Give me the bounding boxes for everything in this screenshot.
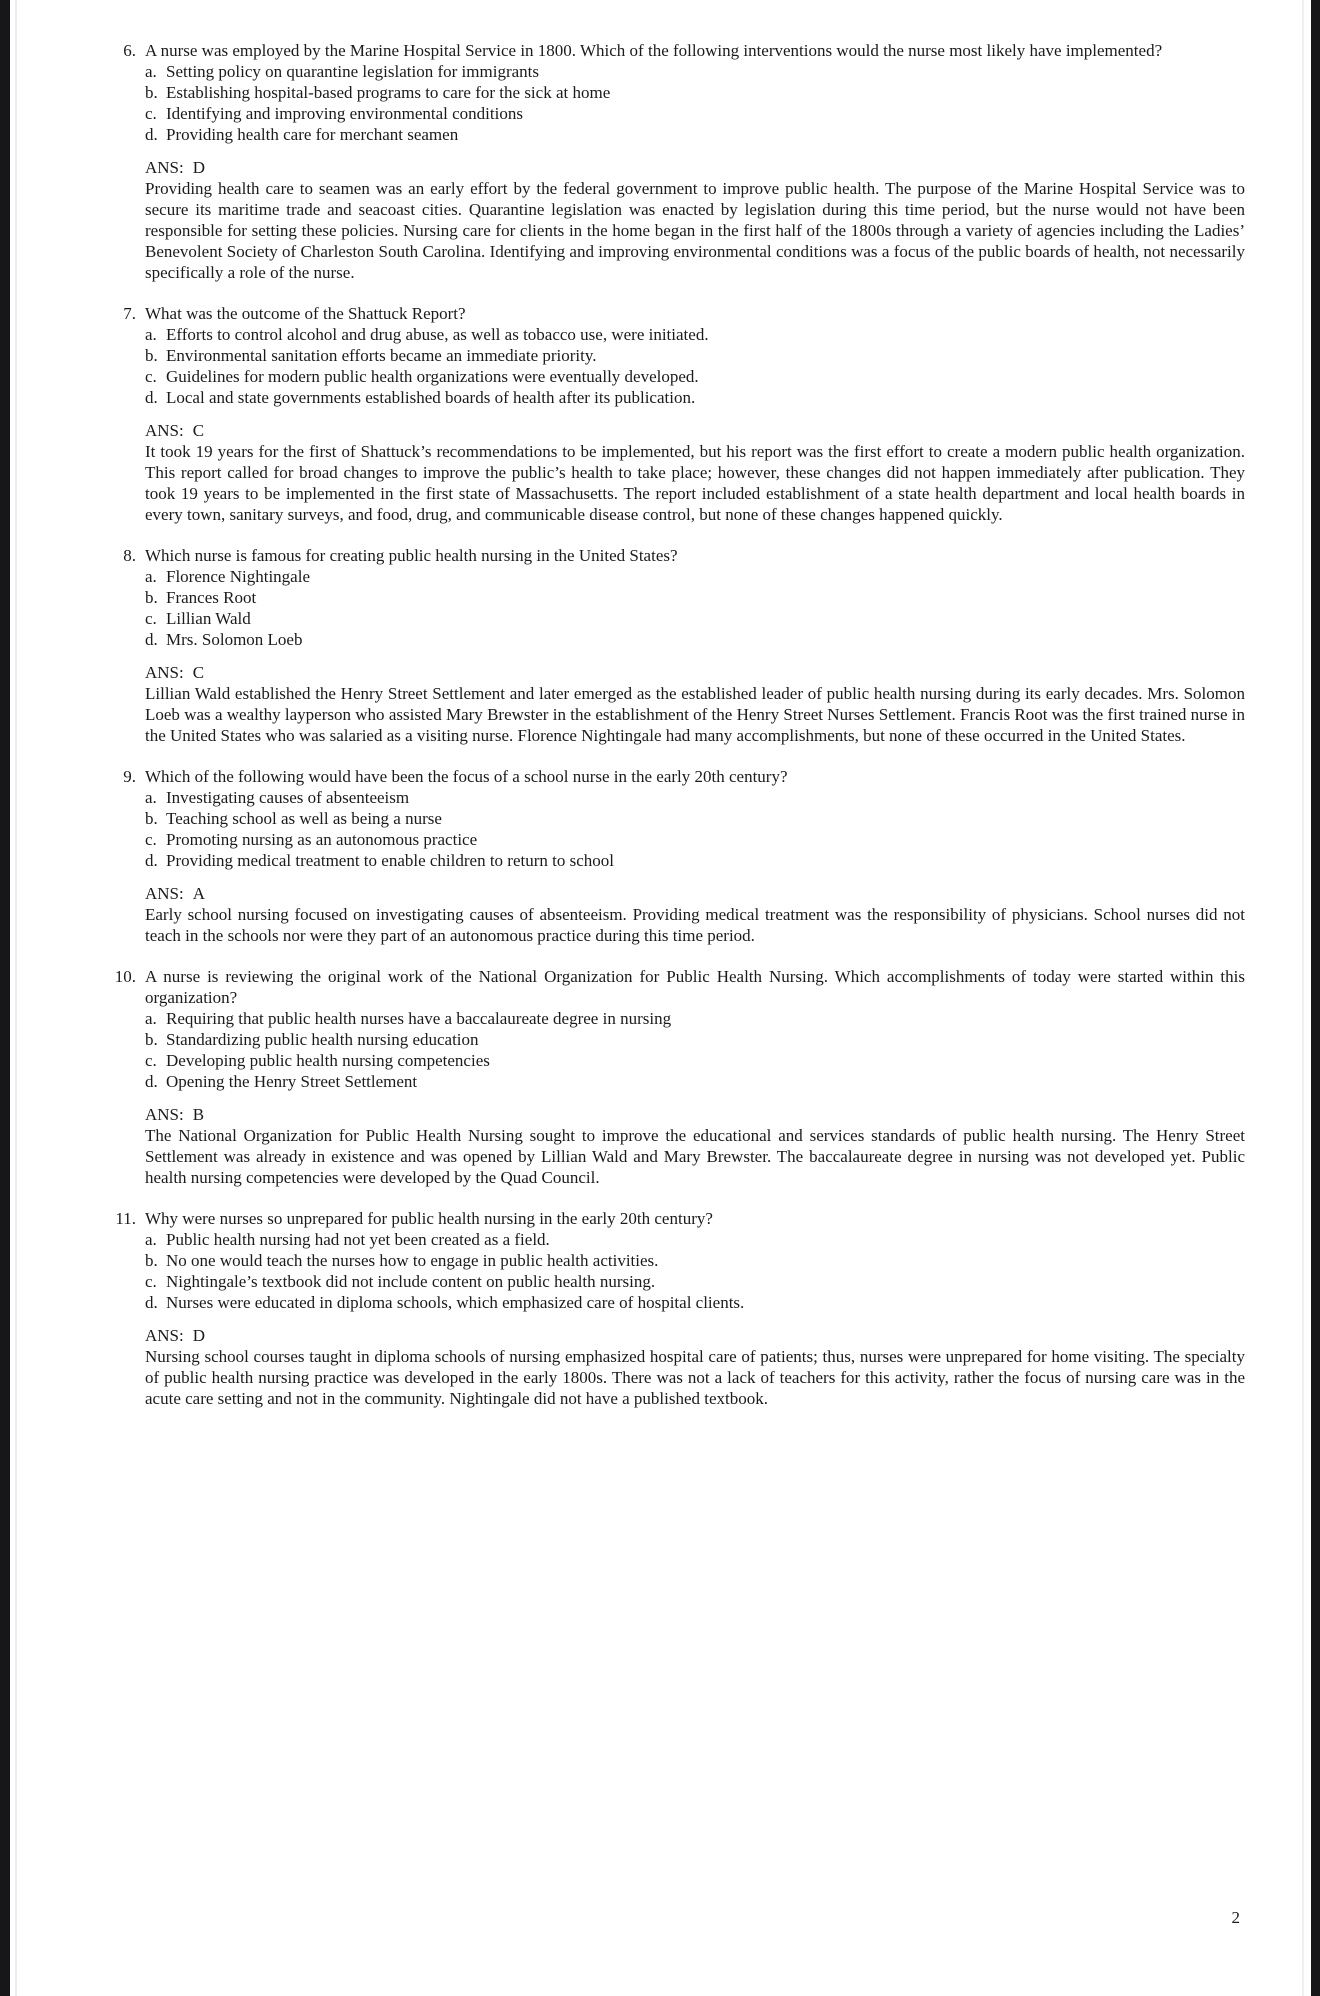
option-text: Promoting nursing as an autonomous practice xyxy=(166,830,478,849)
answer-letter: D xyxy=(192,1326,206,1345)
answer-label: ANS: xyxy=(145,421,184,440)
option-letter: b. xyxy=(145,809,158,828)
option-text: Nightingale’s textbook did not include content on public health nursing. xyxy=(166,1272,656,1291)
question-number: 8. xyxy=(123,546,136,565)
option-letter: b. xyxy=(145,346,158,365)
option-row xyxy=(145,61,1245,82)
option-text: Florence Nightingale xyxy=(166,567,310,586)
option-row xyxy=(145,82,1245,103)
rationale-text: Early school nursing focused on investigating causes of absenteeism. Providing medical treatment was the responsibility of physicians. School nurses did not teach in the schools nor were they part of an autonomous practice during this time period. xyxy=(145,905,1245,945)
option-text: No one would teach the nurses how to engage in public health activities. xyxy=(166,1251,659,1270)
option-text: Developing public health nursing competencies xyxy=(166,1051,490,1070)
option-text: Teaching school as well as being a nurse xyxy=(166,809,442,828)
option-row xyxy=(145,387,1245,408)
answer-letter: A xyxy=(192,884,206,903)
option-letter: c. xyxy=(145,1272,157,1291)
option-letter: c. xyxy=(145,367,157,386)
answer-letter: B xyxy=(192,1105,205,1124)
option-row xyxy=(145,1271,1245,1292)
option-text: Providing medical treatment to enable children to return to school xyxy=(166,851,615,870)
answer-line xyxy=(145,420,1245,441)
option-row xyxy=(145,1071,1245,1092)
option-row xyxy=(145,629,1245,650)
option-text: Nurses were educated in diploma schools, which emphasized care of hospital clients. xyxy=(166,1293,745,1312)
page-number: 2 xyxy=(1231,1908,1240,1927)
option-row xyxy=(145,1250,1245,1271)
option-letter: b. xyxy=(145,1251,158,1270)
option-text: Providing health care for merchant seamen xyxy=(166,125,459,144)
option-row xyxy=(145,324,1245,345)
question-number: 11. xyxy=(115,1209,136,1228)
option-row xyxy=(145,829,1245,850)
option-letter: b. xyxy=(145,1030,158,1049)
option-letter: a. xyxy=(145,567,157,586)
rationale-text: Providing health care to seamen was an early effort by the federal government to improve public health. The purpose of the Marine Hospital Service was to secure its maritime trade and seacoast cities. Quarantine legislation was enacted by legislation during this time period, but the nurse would not have been responsible for setting these policies. Nursing care for clients in the home began in the first half of the 1800s through a variety of agencies including the Ladies’ Benevolent Society of Charleston South Carolina. Identifying and improving environmental conditions was a focus of the public boards of health, not necessarily specifically a role of the nurse. xyxy=(145,179,1245,282)
answer-label: ANS: xyxy=(145,158,184,177)
option-letter: a. xyxy=(145,1230,157,1249)
option-letter: a. xyxy=(145,62,157,81)
rationale-text: Lillian Wald established the Henry Street Settlement and later emerged as the established leader of public health nursing during its early decades. Mrs. Solomon Loeb was a wealthy layperson who assisted Mary Brewster in the establishment of the Henry Street Nurses Settlement. Francis Root was the first trained nurse in the United States who was salaried as a visiting nurse. Florence Nightingale had many accomplishments, but none of these occurred in the United States. xyxy=(145,684,1245,745)
question-item-7 xyxy=(112,303,1245,525)
answer-line xyxy=(145,883,1245,904)
answer-line xyxy=(145,1325,1245,1346)
option-letter: d. xyxy=(145,630,158,649)
option-letter: d. xyxy=(145,851,158,870)
answer-line xyxy=(145,662,1245,683)
option-row xyxy=(145,124,1245,145)
answer-label: ANS: xyxy=(145,663,184,682)
option-text: Setting policy on quarantine legislation for immigrants xyxy=(166,62,539,81)
option-row xyxy=(145,566,1245,587)
option-letter: c. xyxy=(145,830,157,849)
answer-label: ANS: xyxy=(145,1105,184,1124)
page-seam-right xyxy=(1302,0,1304,1996)
option-text: Frances Root xyxy=(166,588,257,607)
answer-letter: D xyxy=(192,158,206,177)
option-text: Identifying and improving environmental conditions xyxy=(166,104,523,123)
option-text: Establishing hospital-based programs to care for the sick at home xyxy=(166,83,611,102)
question-row xyxy=(112,1208,1245,1229)
rationale-text: Nursing school courses taught in diploma schools of nursing emphasized hospital care of patients; thus, nurses were unprepared for home visiting. The specialty of public health nursing practice was developed in the early 1800s. There was not a lack of teachers for this activity, rather the focus of nursing care was in the acute care setting and not in the community. Nightingale did not have a published textbook. xyxy=(145,1347,1245,1408)
option-text: Environmental sanitation efforts became an immediate priority. xyxy=(166,346,597,365)
question-item-10 xyxy=(112,966,1245,1188)
page-seam-left xyxy=(15,0,17,1996)
question-item-11 xyxy=(112,1208,1245,1409)
option-letter: d. xyxy=(145,388,158,407)
option-text: Public health nursing had not yet been created as a field. xyxy=(166,1230,550,1249)
rationale-text: It took 19 years for the first of Shattuck’s recommendations to be implemented, but his report was the first effort to create a modern public health organization. This report called for broad changes to improve the public’s health to take place; however, these changes did not happen immediately after publication. They took 19 years to be implemented in the first state of Massachusetts. The report included establishment of a state health department and local health boards in every town, sanitary surveys, and food, drug, and communicable disease control, but none of these changes happened quickly. xyxy=(145,442,1245,524)
question-text: A nurse was employed by the Marine Hospital Service in 1800. Which of the following interventions would the nurse most likely have implemented? xyxy=(145,41,1163,60)
answer-letter: C xyxy=(192,663,205,682)
question-item-6 xyxy=(112,40,1245,283)
option-text: Lillian Wald xyxy=(166,609,251,628)
answer-label: ANS: xyxy=(145,884,184,903)
question-number: 7. xyxy=(123,304,136,323)
option-row xyxy=(145,808,1245,829)
option-text: Requiring that public health nurses have a baccalaureate degree in nursing xyxy=(166,1009,672,1028)
option-text: Opening the Henry Street Settlement xyxy=(166,1072,418,1091)
question-text: Which nurse is famous for creating public health nursing in the United States? xyxy=(145,546,678,565)
question-item-9 xyxy=(112,766,1245,946)
option-row xyxy=(145,1229,1245,1250)
option-letter: d. xyxy=(145,1072,158,1091)
question-text: What was the outcome of the Shattuck Report? xyxy=(145,304,466,323)
option-text: Standardizing public health nursing education xyxy=(166,1030,479,1049)
right-edge-bar xyxy=(1311,0,1320,1996)
answer-line xyxy=(145,157,1245,178)
option-letter: a. xyxy=(145,788,157,807)
question-number: 10. xyxy=(114,967,136,986)
option-letter: b. xyxy=(145,83,158,102)
question-number: 6. xyxy=(123,41,136,60)
option-text: Efforts to control alcohol and drug abuse, as well as tobacco use, were initiated. xyxy=(166,325,709,344)
left-edge-bar xyxy=(0,0,10,1996)
option-row xyxy=(145,587,1245,608)
option-row xyxy=(145,366,1245,387)
question-row xyxy=(112,40,1245,61)
answer-line xyxy=(145,1104,1245,1125)
question-row xyxy=(112,966,1245,1008)
answer-letter: C xyxy=(192,421,205,440)
option-letter: a. xyxy=(145,1009,157,1028)
option-letter: c. xyxy=(145,609,157,628)
option-row xyxy=(145,787,1245,808)
option-text: Local and state governments established boards of health after its publication. xyxy=(166,388,696,407)
answer-label: ANS: xyxy=(145,1326,184,1345)
option-row xyxy=(145,1008,1245,1029)
option-letter: d. xyxy=(145,125,158,144)
question-number: 9. xyxy=(123,767,136,786)
option-letter: c. xyxy=(145,104,157,123)
questions-list xyxy=(112,40,1245,1409)
question-row xyxy=(112,545,1245,566)
question-text: Which of the following would have been the focus of a school nurse in the early 20th century? xyxy=(145,767,788,786)
option-row xyxy=(145,850,1245,871)
question-text: A nurse is reviewing the original work of the National Organization for Public Health Nursing. Which accomplishments of today were started within this organization? xyxy=(145,967,1245,1007)
option-row xyxy=(145,1029,1245,1050)
option-letter: b. xyxy=(145,588,158,607)
option-letter: d. xyxy=(145,1293,158,1312)
option-row xyxy=(145,1292,785,1313)
option-text: Mrs. Solomon Loeb xyxy=(166,630,303,649)
option-row xyxy=(145,608,1245,629)
option-letter: c. xyxy=(145,1051,157,1070)
option-row xyxy=(145,103,1245,124)
question-text: Why were nurses so unprepared for public health nursing in the early 20th century? xyxy=(145,1209,713,1228)
option-text: Guidelines for modern public health organizations were eventually developed. xyxy=(166,367,699,386)
option-row xyxy=(145,345,1245,366)
question-row xyxy=(112,766,1245,787)
question-item-8 xyxy=(112,545,1245,746)
rationale-text: The National Organization for Public Health Nursing sought to improve the educational and services standards of public health nursing. The Henry Street Settlement was already in existence and was opened by Lillian Wald and Mary Brewster. The baccalaureate degree in nursing was not developed yet. Public health nursing competencies were developed by the Quad Council. xyxy=(145,1126,1245,1187)
option-letter: a. xyxy=(145,325,157,344)
option-row xyxy=(145,1050,1245,1071)
question-row xyxy=(112,303,1245,324)
option-text: Investigating causes of absenteeism xyxy=(166,788,410,807)
